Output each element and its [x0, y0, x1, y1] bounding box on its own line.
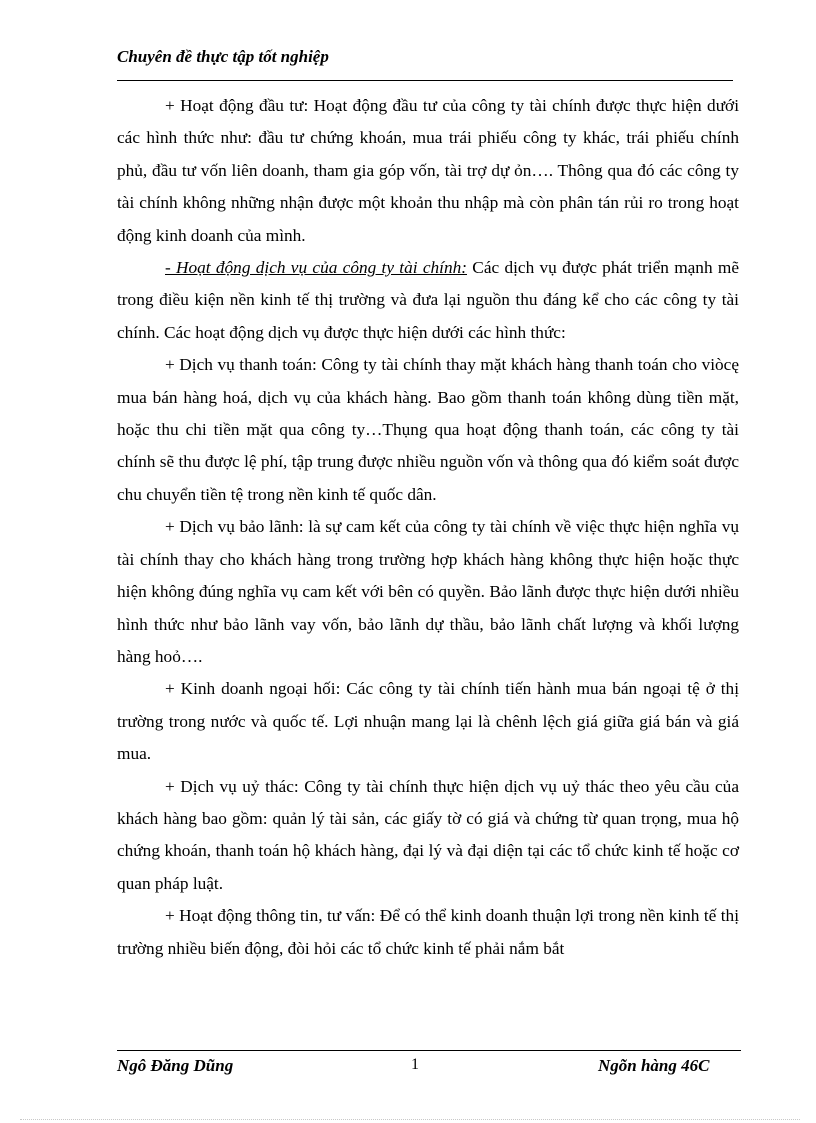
paragraph-text: + Dịch vụ bảo lãnh: là sự cam kết của công ty tài chính về việc thực hiện nghĩa vụ tài chính thay cho khách hàng trong trường hợp khách hàng không thực hiện hoặc thực hiện không đúng nghĩa vụ cam kết với bên có quyền. Bảo lãnh được thực hiện dưới nhiều hình thức như bảo lãnh vay vốn, bảo lãnh dự thầu, bảo lãnh chất lượng và khối lượng hàng hoỏ….	[117, 517, 739, 666]
footer-class: Ngõn hàng 46C	[598, 1056, 710, 1075]
paragraph-trust	[117, 771, 739, 901]
paragraph-text: + Dịch vụ uỷ thác: Công ty tài chính thực hiện dịch vụ uỷ thác theo yêu cầu của khách hàng bao gồm: quản lý tài sản, các giấy tờ có giá và chứng từ quan trọng, mua hộ chứng khoán, thanh toán hộ khách hàng, đại lý và đại diện tại các tổ chức kinh tế hoặc cơ quan pháp luật.	[117, 776, 739, 893]
section-heading-services: - Hoạt động dịch vụ của công ty tài chính:	[165, 258, 467, 278]
footer-author: Ngô Đăng Dũng	[117, 1056, 234, 1075]
paragraph-guarantee	[117, 511, 739, 673]
paragraph-text: + Hoạt động thông tin, tư vấn: Để có thể kinh doanh thuận lợi trong nền kinh tế thị trường nhiều biến động, đòi hỏi các tổ chức kinh tế phải nắm bắt	[117, 906, 739, 958]
page-number: 1	[411, 1056, 419, 1073]
paragraph-text: + Dịch vụ thanh toán: Công ty tài chính thay mặt khách hàng thanh toán cho viòcę mua bán hàng hoá, dịch vụ của khách hàng. Bao gồm thanh toán không dùng tiền mặt, hoặc thu chi tiền mặt qua công ty…Thụng qua hoạt động thanh toán, các công ty tài chính sẽ thu được lệ phí, tập trung được nhiều nguồn vốn và thông qua đó kiểm soát được chu chuyển tiền tệ trong nền kinh tế quốc dân.	[117, 355, 739, 504]
footer-divider	[117, 1050, 741, 1051]
paragraph-forex	[117, 673, 739, 770]
paragraph-text: Các dịch vụ được phát triển mạnh mẽ trong điều kiện nền kinh tế thị trường và đưa lại nguồn thu đáng kể cho các công ty tài chính. Các hoạt động dịch vụ được thực hiện dưới các hình thức:	[117, 258, 739, 342]
paragraph-text: + Kinh doanh ngoại hối: Các công ty tài chính tiến hành mua bán ngoại tệ ở thị trường trong nước và quốc tế. Lợi nhuận mang lại là chênh lệch giá giữa giá bán và giá mua.	[117, 679, 739, 764]
header-divider	[117, 80, 733, 81]
paragraph-text: + Hoạt động đầu tư: Hoạt động đầu tư của công ty tài chính được thực hiện dưới các hình thức như: đầu tư chứng khoán, mua trái phiếu công ty khác, trái phiếu chính phủ, đầu tư vốn liên doanh, tham gia góp vốn, tài trợ dự ỏn…. Thông qua đó các công ty tài chính không những nhận được một khoản thu nhập mà còn phân tán rủi ro trong hoạt động kinh doanh của mình.	[117, 96, 739, 245]
paragraph-services	[117, 252, 739, 349]
page-bottom-edge	[20, 1119, 800, 1120]
paragraph-investment	[117, 90, 739, 252]
paragraph-consulting	[117, 900, 739, 965]
page-header-title: Chuyên đề thực tập tốt nghiệp	[117, 47, 329, 66]
paragraph-payment	[117, 349, 739, 511]
document-body	[117, 90, 739, 965]
